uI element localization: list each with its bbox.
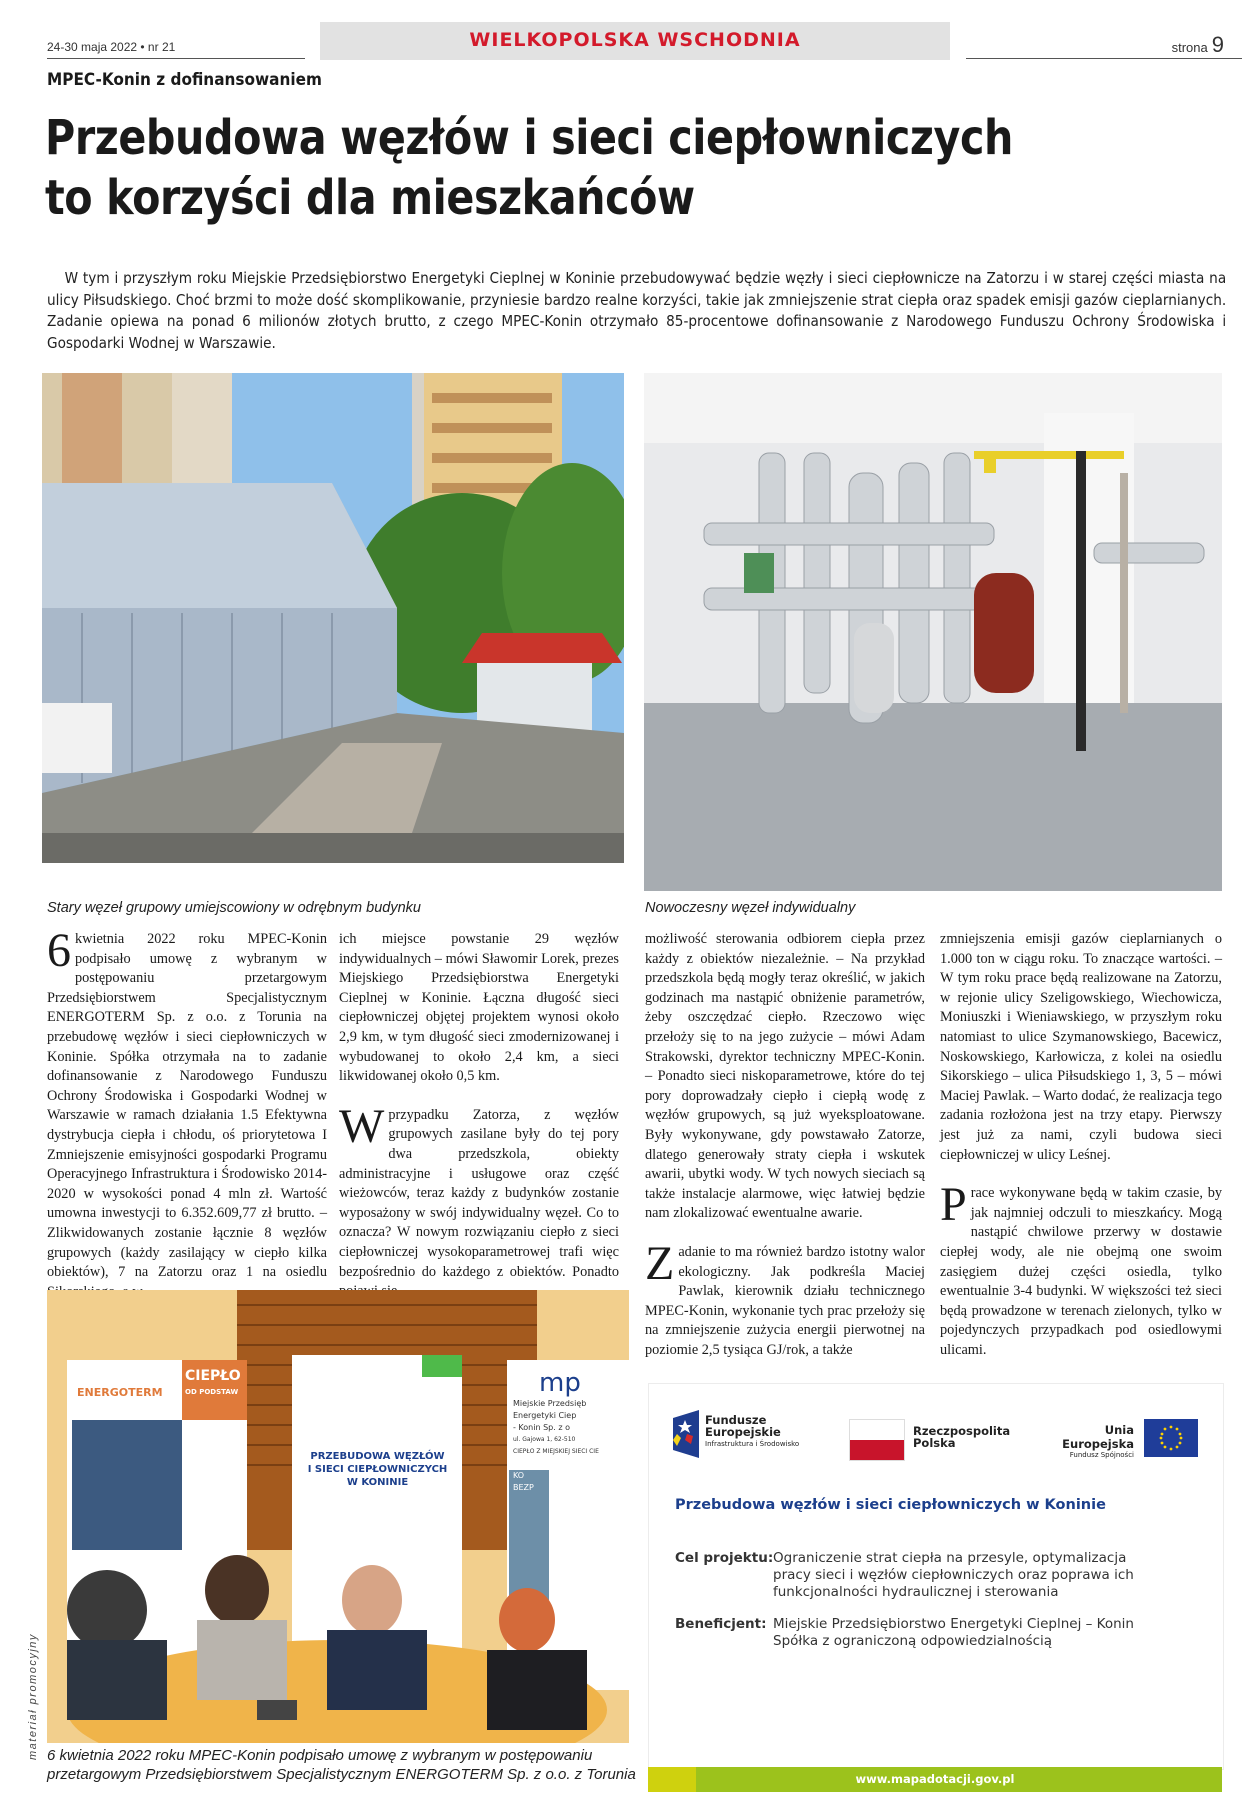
mpec-line-2: Energetyki Ciep [513, 1411, 577, 1420]
article-column-3 [645, 930, 925, 1379]
photo-contract-signing [47, 1290, 629, 1743]
page-label: strona [1171, 40, 1208, 55]
mapadotacji-bar [648, 1767, 1222, 1792]
logo-rzeczpospolita-polska [849, 1419, 1009, 1459]
beneficiary-line-2: Spółka z ograniczoną odpowiedzialnością [773, 1633, 1053, 1649]
drop-cap: 6 [47, 924, 71, 977]
headline-line-1: Przebudowa węzłów i sieci ciepłowniczych [45, 110, 1013, 166]
page-indicator [1172, 32, 1224, 58]
beneficiary-line-1: Miejskie Przedsiębiorstwo Energetyki Cieplnej – Konin [773, 1616, 1134, 1632]
rp-line-2: Polska [913, 1436, 956, 1450]
article-lead: W tym i przyszłym roku Miejskie Przedsiębiorstwo Energetyki Cieplnej w Koninie przebudowywać będzie węzły i sieci ciepłownicze na Zatorzu i w starej części miasta na ulicy Piłsudskiego. Choć brzmi to może dość skomplikowanie, przyniesie bardzo realne korzyści, takie jak zmniejszenie strat ciepła oraz spadek emisji gazów cieplarnianych. Zadanie opiewa na ponad 6 milionów złotych brutto, z czego MPEC-Konin otrzymało 85-procentowe dofinansowanie z Narodowego Funduszu Ochrony Środowiska i Gospodarki Wodnej w Warszawie. [47, 269, 1227, 352]
goal-value: Ograniczenie strat ciepła na przesyle, optymalizacja pracy sieci i węzłów ciepłowniczych oraz poprawa ich funkcjonalności hydraulicznej i sterowania [773, 1550, 1134, 1600]
fe-line-1: Fundusze [705, 1413, 767, 1427]
headline-line-2: to korzyści dla mieszkańców [45, 170, 695, 226]
paragraph: ich miejsce powstanie 29 węzłów indywidualnych – mówi Sławomir Lorek, prezes Miejskiego Przedsiębiorstwa Energetyki Cieplnej w Koninie. Łączna długość sieci ciepłowniczej objętej projektem wynosi około 2,9 km, w tym długość sieci zmodernizowanej i wybudowanej to około 2,4 km, a sieci likwidowanej około 0,5 km. [339, 931, 619, 1085]
banner-line-1: PRZEBUDOWA WĘZŁÓW [310, 1451, 445, 1462]
section-band [320, 22, 950, 60]
section-title: WIELKOPOLSKA WSCHODNIA [469, 29, 801, 51]
paragraph: race wykonywane będą w takim czasie, by jak najmniej odczuli to mieszkańcy. Mogą nastąpić chwilowe przerwy w dostawie ciepłej wody, ale nie obejmą one swoim zasięgiem dużej części osiedla, tylko ewentualnie 3-4 budynki. W większości też sieci będą prowadzone w terenach zielonych, tylko w pojedynczych przypadkach pod osiedlowymi ulicami. [940, 1185, 1222, 1358]
paragraph: adanie to ma również bardzo istotny walor ekologiczny. Jak podkreśla Maciej Pawlak, kierownik działu technicznego MPEC-Konin, wykonanie tych prac przełoży się na zmniejszenie zużycia energii pierwotnej na poziomie 2,5 tysiąca GJ/rok, a także [645, 1243, 925, 1358]
mpec-tag-3: BEZP [513, 1483, 534, 1492]
mpec-line-3: - Konin Sp. z o [513, 1423, 570, 1432]
ue-line-2: Fundusz Spójności [1069, 1451, 1134, 1459]
promo-material-note: materiał promocyjny [27, 1633, 39, 1760]
paragraph: przypadku Zatorza, z węzłów grupowych zasilane były do tej pory dwa przedszkola, obiekty administracyjne i usługowe oraz część wieżowców, teraz każdy z budynków zostanie wyposażony w swój indywidualny węzeł. Co to oznacza? W nowym rozwiązaniu ciepło z sieci ciepłowniczej wysokoparametrowej trafi więc bezpośrednio do każdego z obiektów. Ponadto [339, 1106, 619, 1280]
header-rule-left [47, 58, 305, 59]
sign-energoterm-slogan [185, 1368, 241, 1400]
banner-line-3: W KONINIE [346, 1477, 409, 1488]
drop-cap: P [940, 1178, 967, 1232]
article-kicker: MPEC-Konin z dofinansowaniem [47, 70, 322, 90]
photo-caption-modern-node: Nowoczesny węzeł indywidualny [645, 900, 856, 916]
mpec-tag-2: KO [513, 1471, 525, 1480]
issue-date: 24-30 maja 2022 • nr 21 [47, 40, 176, 54]
header-rule-right [966, 58, 1242, 59]
photo-caption-old-node: Stary węzeł grupowy umiejscowiony w odrębnym budynku [47, 900, 421, 916]
paragraph: kwietnia 2022 roku MPEC-Konin podpisało umowę z wybranym w postępowaniu przetargowym Przedsiębiorstwem Specjalistycznym ENERGOTERM Sp. z o.o. z Torunia na przebudowę węzłów i sieci ciepłowniczych w Koninie. Spółka otrzymała na to zadanie dofinansowanie z Narodowego Funduszu Ochrony Środowiska i Gospodarki Wodnej w Warszawie w ramach działania 1.5 Efektywna dystrybucja ciepła i chłodu, oś priorytetowa I Zmniejszenie emisyjności gospodarki Programu Operacyjnego Infrastruktura i Środowisko 2014-2020 w wysokości ponad 4 mln zł. Wartość umowna inwestycji to 6.352.609,77 zł brutto. – Zlikwidowanych zostanie łącznie 8 węzłów grupowych (każdy zasilający w ciepło kilka obiektów), 7 na Zatorzu oraz 1 na osiedlu [47, 931, 327, 1281]
sign-project-banner [295, 1450, 460, 1489]
drop-cap: Z [645, 1236, 675, 1290]
banner-line-2: I SIECI CIEPŁOWNICZYCH [307, 1464, 448, 1475]
beneficiary-label: Beneficjent: [675, 1616, 767, 1632]
mapadotacji-link[interactable]: www.mapadotacji.gov.pl [855, 1772, 1015, 1786]
photo-old-node-building [42, 373, 624, 863]
paragraph: zmniejszenia emisji gazów cieplarnianych o 1.000 ton w ciągu roku. To znaczące wartości. – W tym roku prace będą realizowane na Zatorzu, w rejonie ulicy Szeligowskiego, Wiechowicza, Moniuszki i Wieniawskiego, w przyszłym roku natomiast to ulice Szymanowskiego, Bacewicz, Noskowskiego, Karłowicza, z kolei na osiedlu Sikorskiego – ulica Piłsudskiego 1, 3, 5 – mówi Maciej Pawlak. – Warto dodać, że realizacja tego zadania rozłożona jest na trzy etapy. Pierwszy jest już za nami, czyli budowa sieci ciepłowniczej w ulicy Leśnej. [940, 931, 1222, 1163]
goal-label: Cel projektu: [675, 1550, 774, 1566]
logo-fundusze-europejskie [673, 1410, 833, 1458]
caption-line-1: 6 kwietnia 2022 roku MPEC-Konin podpisało umowę z wybranym w postępowaniu [47, 1747, 593, 1764]
article-column-4 [940, 930, 1222, 1379]
fe-line-2: Europejskie [705, 1425, 781, 1439]
eu-funding-box [648, 1383, 1224, 1770]
mpec-line-5: CIEPŁO Z MIEJSKIEJ SIECI CIE [513, 1448, 599, 1455]
caption-line-2: przetargowym Przedsiębiorstwem Specjalistycznym ENERGOTERM Sp. z o.o. z Torunia [47, 1766, 636, 1783]
photo-caption-signing [47, 1746, 636, 1784]
polish-flag-icon [849, 1419, 905, 1461]
mpec-logo: mp [539, 1368, 581, 1398]
photo-modern-node [644, 373, 1222, 891]
mpec-tag-1: EKOL [513, 1459, 534, 1468]
slogan-line-2: OD PODSTAW [185, 1388, 239, 1396]
page-number: 9 [1211, 32, 1224, 57]
ue-line-1: Unia Europejska [1062, 1423, 1134, 1451]
beneficiary-value [773, 1616, 1193, 1650]
drop-cap: W [339, 1099, 385, 1153]
rp-line-1: Rzeczpospolita [913, 1424, 1011, 1438]
article-headline [45, 108, 1060, 228]
sign-energoterm-logo: ENERGOTERM [77, 1386, 163, 1399]
sign-mpec [513, 1368, 629, 1494]
article-column-1 [47, 924, 327, 1321]
fe-line-3: Infrastruktura i Środowisko [705, 1440, 800, 1448]
eu-flag-icon [1144, 1419, 1198, 1457]
logo-unia-europejska [1029, 1419, 1209, 1459]
mpec-line-1: Miejskie Przedsięb [513, 1399, 587, 1408]
slogan-line-1: CIEPŁO [185, 1368, 241, 1384]
mpec-line-4: ul. Gajowa 1, 62-510 [513, 1436, 576, 1443]
fe-flag-icon [673, 1410, 699, 1458]
paragraph: możliwość sterowania odbiorem ciepła przez każdy z obiektów niezależnie. – Na przykład przedszkola będą mogły teraz określić, w jakich godzinach ma nastąpić obniżenie parametrów, żeby oszczędzać ciepło. Rzeczowo więc przełoży się to na jego zużycie – mówi Adam Strakowski, dyrektor techniczny MPEC-Konin. – Ponadto sieci niskoparametrowe, które do tej pory doprowadzały ciepło i ciepłą wodę z węzłów grupowych, są już wyeksploatowane. Były wykonywane, gdy powstawało Zatorze, dlatego generowały straty ciepła i wskutek awarii, ubytki wody. W tych nowych sieciach są także instalacje alarmowe, więc łatwiej będzie nam zlokalizować ewentualne awarie. [645, 931, 925, 1222]
project-title: Przebudowa węzłów i sieci ciepłowniczych w Koninie [675, 1497, 1106, 1513]
article-column-2 [339, 930, 619, 1321]
